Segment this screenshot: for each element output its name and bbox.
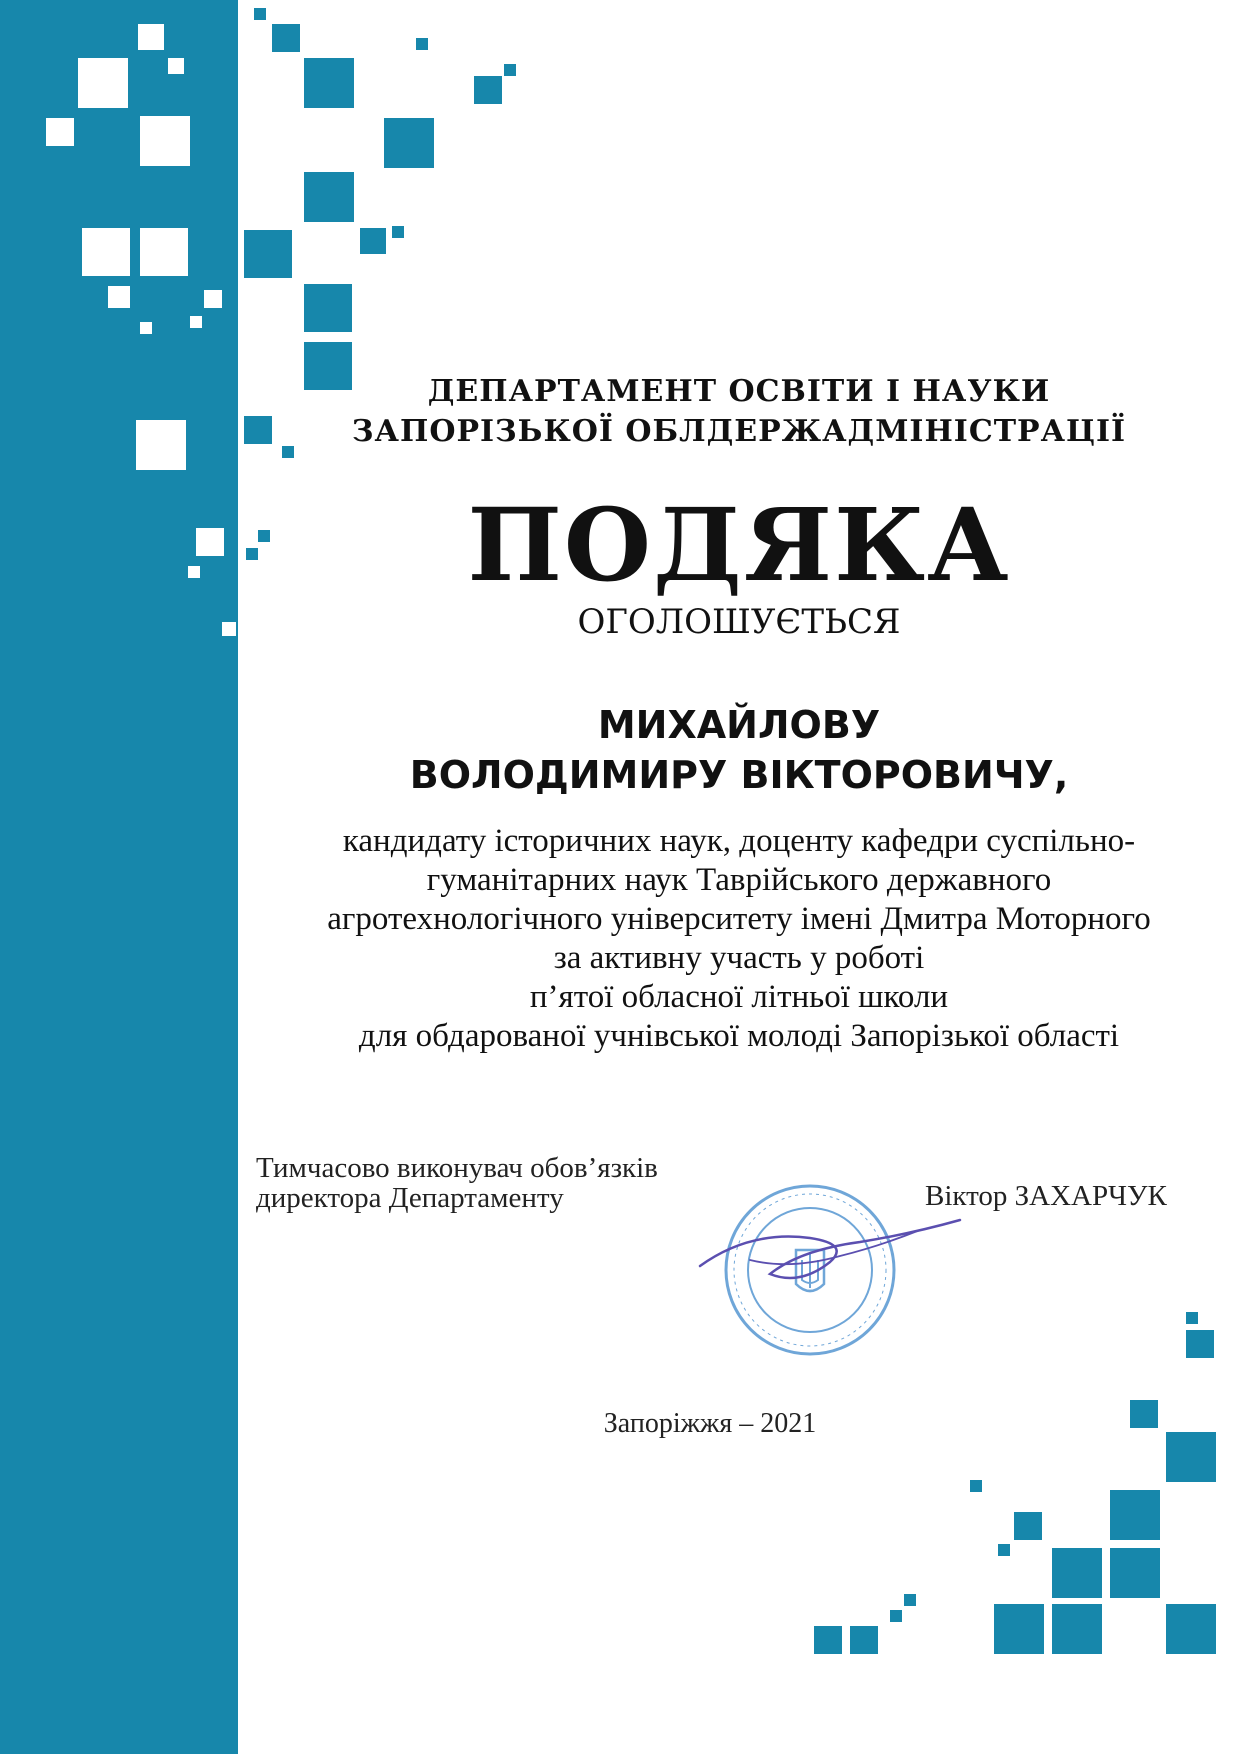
decor-square [78,58,128,108]
description-line: агротехнологічного університету імені Дмитра Моторного [327,901,1151,937]
decor-square [108,286,130,308]
decor-square [1014,1512,1042,1540]
page-title: ПОДЯКА [467,486,1011,604]
description-line: гуманітарних наук Таврійського державного [426,862,1052,898]
decor-square [168,58,184,74]
description-line: п’ятої обласної літньої школи [529,979,949,1015]
recipient-name-line-1: МИХАЙЛОВУ [597,703,881,747]
decor-square [136,420,186,470]
decor-square [304,172,354,222]
decor-square [138,24,164,50]
decor-square [140,228,188,276]
signatory-title [256,1153,658,1213]
decor-square [814,1626,842,1654]
decor-square [1052,1548,1102,1598]
decor-square [1166,1604,1216,1654]
decor-square [188,566,200,578]
signatory-name: Віктор ЗАХАРЧУК [925,1180,1167,1212]
description-text [238,822,1240,1056]
decor-square [272,24,300,52]
announce-text: ОГОЛОШУЄТЬСЯ [577,602,901,642]
decor-square [970,1480,982,1492]
signatory-title-line-2: директора Департаменту [256,1182,564,1214]
decor-square [196,528,224,556]
decor-square [1186,1330,1214,1358]
description-line: для обдарованої учнівської молоді Запорізької області [358,1018,1120,1054]
decor-square [994,1604,1044,1654]
description-line: за активну участь у роботі [553,940,925,976]
department-header [238,372,1240,452]
decor-square [904,1594,916,1606]
decor-square [474,76,502,104]
department-line-1: ДЕПАРТАМЕНТ ОСВІТИ І НАУКИ [427,374,1051,409]
decor-square [304,284,352,332]
decor-square [890,1610,902,1622]
decor-square [190,316,202,328]
decor-square [204,290,222,308]
decor-square [46,118,74,146]
recipient-name [238,700,1240,800]
decor-square [850,1626,878,1654]
decor-square [392,226,404,238]
department-line-2: ЗАПОРІЗЬКОЇ ОБЛДЕРЖАДМІНІСТРАЦІЇ [351,414,1127,449]
decor-square [1052,1604,1102,1654]
decor-square [244,230,292,278]
decor-square [1166,1432,1216,1482]
decor-square [304,58,354,108]
decor-square [360,228,386,254]
decor-square [1110,1548,1160,1598]
decor-square [222,622,236,636]
decor-square [504,64,516,76]
place-and-year: Запоріжжя – 2021 [603,1408,817,1439]
decor-square [384,118,434,168]
decor-square [1130,1400,1158,1428]
decor-square [140,116,190,166]
decor-square [140,322,152,334]
description-line: кандидату історичних наук, доценту кафедри суспільно- [342,823,1136,859]
decor-square [998,1544,1010,1556]
decor-square [1186,1312,1198,1324]
decor-square [1110,1490,1160,1540]
signatory-title-line-1: Тимчасово виконувач обов’язків [256,1152,658,1184]
decor-square [416,38,428,50]
decor-square [82,228,130,276]
decor-square [254,8,266,20]
recipient-name-line-2: ВОЛОДИМИРУ ВІКТОРОВИЧУ, [409,753,1069,797]
